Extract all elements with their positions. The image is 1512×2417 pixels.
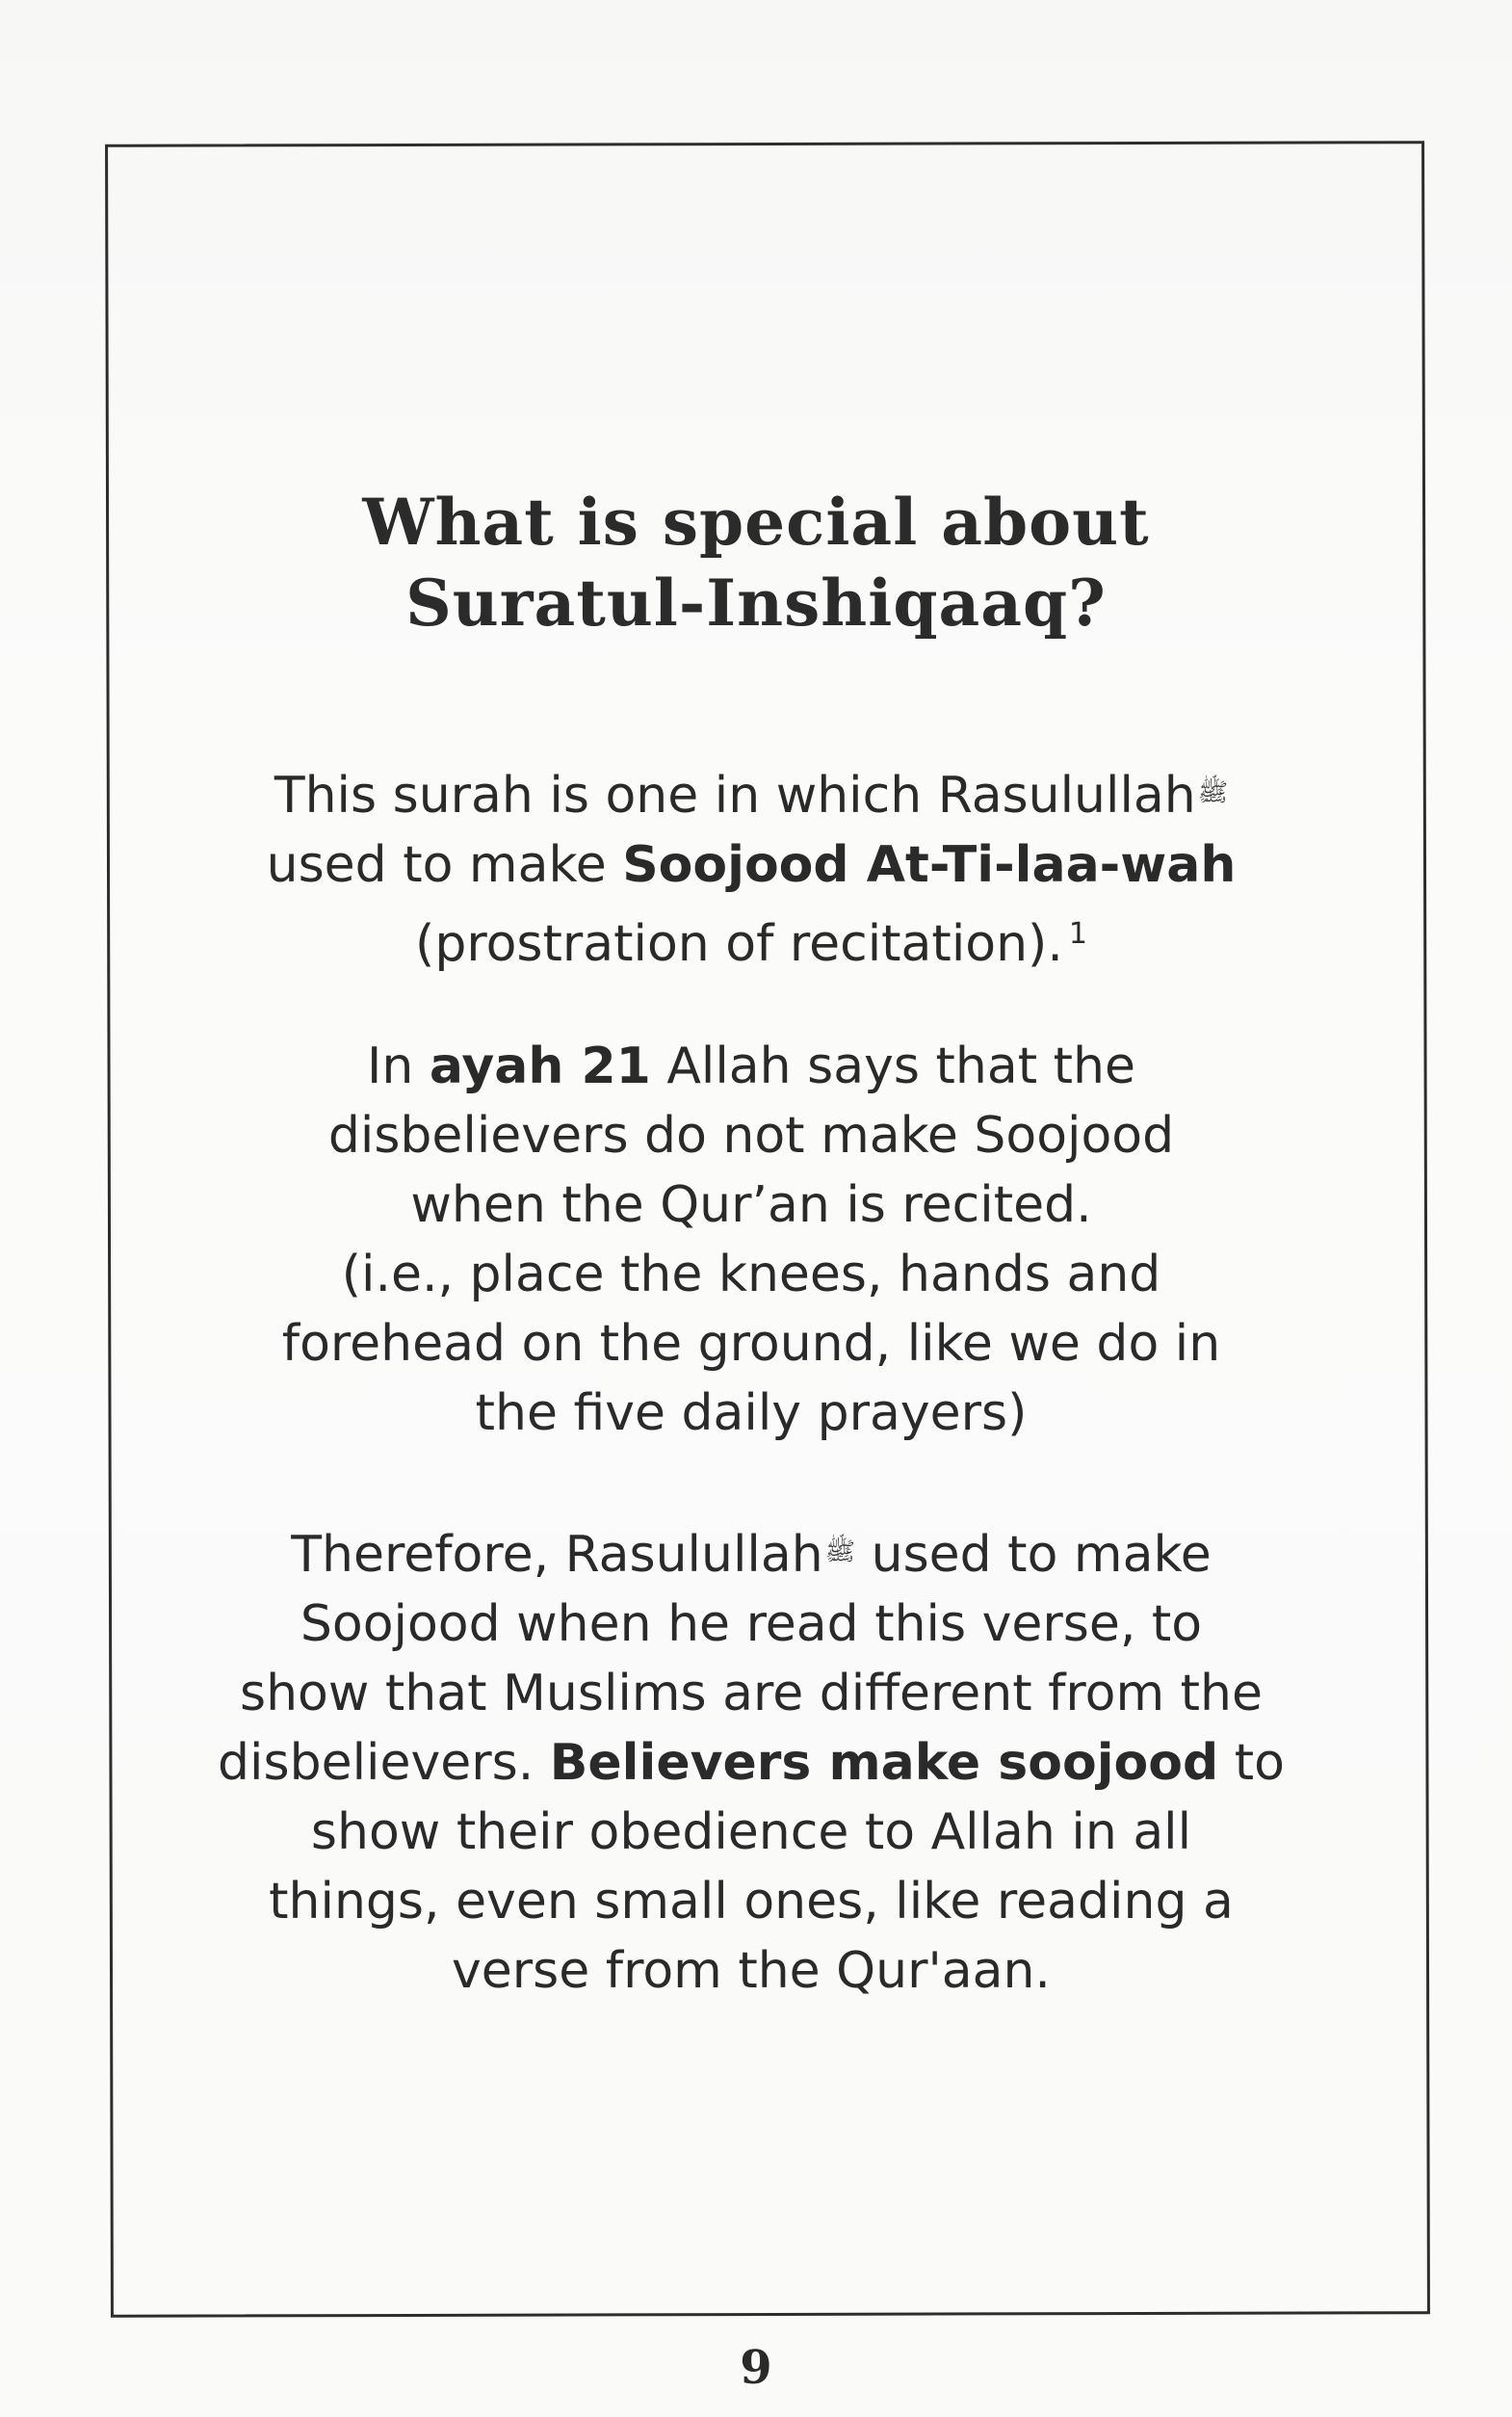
text-line (183, 830, 1319, 900)
pbuh-glyph: ﷺ (1197, 778, 1229, 807)
pbuh-glyph: ﷺ (824, 1537, 856, 1566)
title-line-1: What is special about (362, 485, 1150, 560)
title-line-2: Suratul-Inshiqaaq? (405, 565, 1107, 641)
text-line: verse from the Qur'aan. (452, 1942, 1051, 2000)
page-title (0, 482, 1512, 644)
text-line (183, 1728, 1319, 1798)
footnote-marker: 1 (1068, 917, 1087, 951)
text-line (183, 1032, 1319, 1101)
text-line: the five daily prayers) (475, 1384, 1028, 1442)
text-run: disbelievers. (218, 1734, 550, 1792)
text-line: show their obedience to Allah in all (310, 1803, 1192, 1861)
bold-term: Soojood At-Ti-laa-wah (622, 836, 1237, 894)
page-number: 9 (740, 2341, 772, 2395)
text-run: used to make (266, 836, 623, 894)
text-line: Soojood when he read this verse, to (300, 1595, 1203, 1653)
text-run: This surah is one in which Rasulullah (274, 767, 1196, 825)
text-line: things, even small ones, like reading a (269, 1873, 1234, 1931)
text-line: when the Qur’an is recited. (410, 1176, 1092, 1234)
paragraph-therefore (183, 1517, 1319, 2006)
text-line (183, 900, 1319, 979)
text-run: used to make (855, 1526, 1212, 1584)
text-run: In (367, 1038, 430, 1095)
text-line: show that Muslims are different from the (239, 1665, 1263, 1722)
paragraph-ayah-21 (183, 1032, 1319, 1448)
text-run: Therefore, Rasulullah (291, 1526, 823, 1584)
text-line: forehead on the ground, like we do in (281, 1315, 1221, 1373)
bold-term: ayah 21 (429, 1038, 651, 1095)
text-line: disbelievers do not make Soojood (327, 1107, 1175, 1165)
text-line: (i.e., place the knees, hands and (341, 1246, 1161, 1303)
paragraph-surah-intro (183, 758, 1319, 979)
bold-term: Believers make soojood (549, 1734, 1219, 1792)
text-run: (prostration of recitation). (415, 915, 1063, 973)
text-line (183, 1517, 1319, 1589)
text-line (183, 758, 1319, 830)
text-run: Allah says that the (650, 1038, 1135, 1095)
text-run: to (1218, 1734, 1285, 1792)
